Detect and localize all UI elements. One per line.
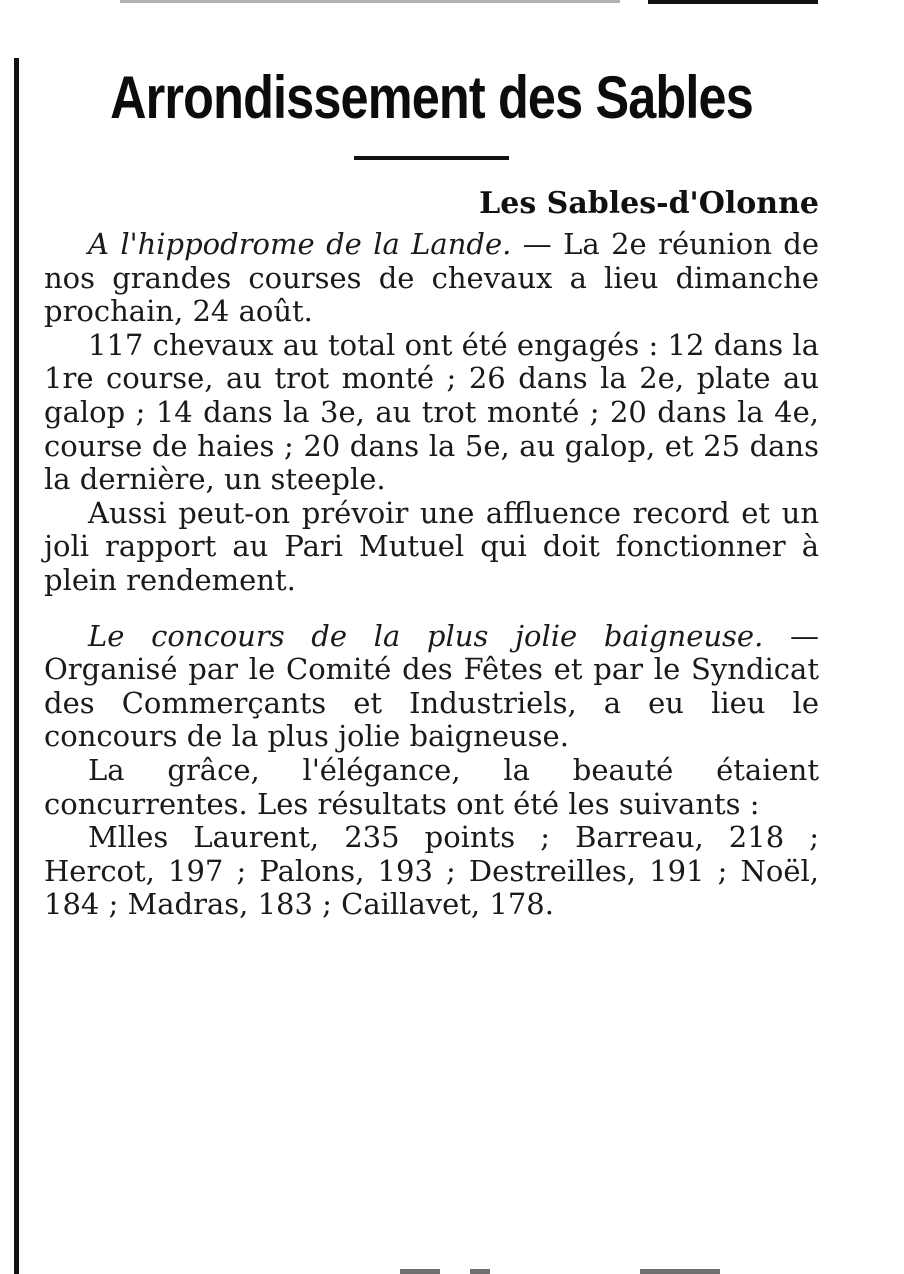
top-edge-rule-right (648, 0, 818, 4)
article-paragraph: La grâce, l'élégance, la beauté étaient concurrentes. Les résultats ont été les suivants : (44, 752, 819, 821)
next-line-fragment (400, 1269, 440, 1274)
headline-divider (354, 156, 509, 160)
article-hippodrome (44, 228, 819, 598)
article-lead: A l'hippodrome de la Lande. (88, 227, 512, 261)
article-baigneuse (44, 620, 819, 922)
article-lead-text: — Organisé par le Comité des Fêtes et par le Syndicat des Commerçants et Industriels, a eu lieu le concours de la plus jolie baigneuse. (44, 618, 820, 754)
next-line-fragment (470, 1269, 490, 1274)
article-lead: Le concours de la plus jolie baigneuse. (88, 618, 764, 653)
article-paragraph: Aussi peut-on prévoir une affluence record et un joli rapport au Pari Mutuel qui doit fonctionner à plein rendement. (44, 495, 819, 597)
article-paragraph: Mlles Laurent, 235 points ; Barreau, 218 ; Hercot, 197 ; Palons, 193 ; Destreilles, 191 ; Noël, 184 ; Madras, 183 ; Caillavet, 178. (44, 820, 819, 922)
locality-heading: Les Sables-d'Olonne (479, 186, 819, 221)
newspaper-column (44, 50, 819, 922)
article-gap (44, 598, 819, 620)
next-line-fragment (640, 1269, 720, 1274)
column-rule (14, 58, 19, 1274)
article-paragraph (44, 228, 819, 329)
article-paragraph: 117 chevaux au total ont été engagés : 12 dans la 1re course, au trot monté ; 26 dans la 2e, plate au galop ; 14 dans la 3e, au trot monté ; 20 dans la 4e, course de haies ; 20 dans la 5e, au galop, et 25 dans la dernière, un steeple. (44, 327, 819, 497)
article-paragraph (44, 620, 819, 754)
article-lead-text: — La 2e réunion de nos grandes courses de chevaux a lieu dimanche prochain, 24 août. (44, 227, 819, 329)
section-headline: Arrondissement des Sables (110, 64, 753, 131)
top-edge-rule (120, 0, 620, 3)
